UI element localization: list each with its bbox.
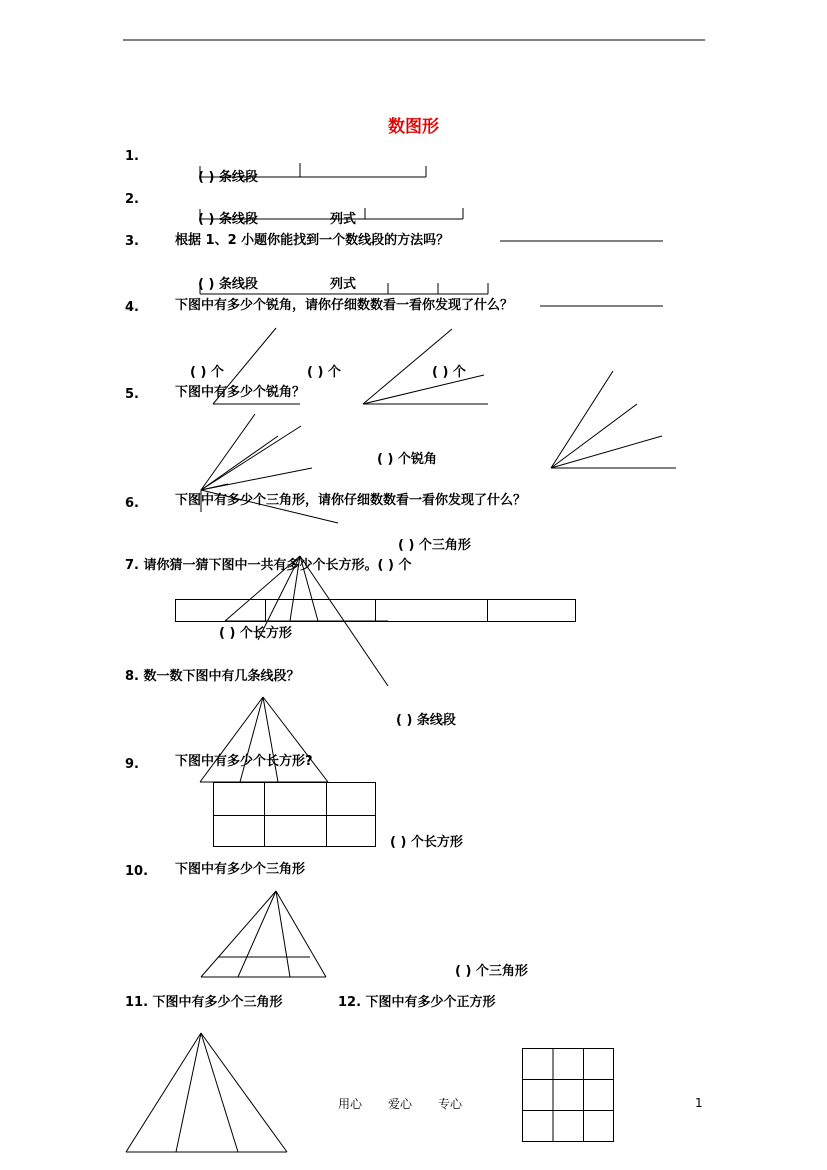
q4-number: 4. xyxy=(125,300,139,315)
q7-rectangle-strip xyxy=(176,599,576,622)
q12-text: 12. 下图中有多少个正方形 xyxy=(338,995,496,1010)
page-title: 数图形 xyxy=(388,117,439,137)
q2-formula: 列式 xyxy=(330,212,357,227)
q6-text: 下图中有多少个三角形，请你仔细数数看一看你发现了什么？ xyxy=(175,493,527,508)
q9-number: 9. xyxy=(125,757,139,772)
q8-answer: ( ) 条线段 xyxy=(396,713,456,728)
q2-number: 2. xyxy=(125,192,139,207)
page-number: 1 xyxy=(695,1096,703,1110)
q8-text: 8. 数一数下图中有几条线段？ xyxy=(125,669,300,684)
q2-answer: ( ) 条线段 xyxy=(198,212,258,227)
q4-answer-3: ( ) 个 xyxy=(432,365,466,380)
q3-text: 根据 1、2 小题你能找到一个数线段的方法吗？ xyxy=(175,233,450,248)
q7-text: 7. 请你猜一猜下图中一共有多少个长方形。( ) 个 xyxy=(125,558,412,573)
q5-number: 5. xyxy=(125,387,139,402)
footer-word-2: 爱心 xyxy=(388,1097,413,1111)
q12-square-grid xyxy=(522,1048,614,1142)
q1-number: 1. xyxy=(125,149,139,164)
q3-answer: ( ) 条线段 xyxy=(198,277,258,292)
q11-triangle-figure xyxy=(126,1033,287,1152)
q3-formula: 列式 xyxy=(330,277,357,292)
q5-text: 下图中有多少个锐角？ xyxy=(175,385,306,400)
q1-answer: ( ) 条线段 xyxy=(198,170,258,185)
q11-text: 11. 下图中有多少个三角形 xyxy=(125,995,283,1010)
q9-answer: ( ) 个长方形 xyxy=(390,835,463,850)
q3-segment-figure xyxy=(200,241,663,306)
footer-word-1: 用心 xyxy=(338,1097,363,1111)
q4-answer-1: ( ) 个 xyxy=(190,365,224,380)
q4-answer-2: ( ) 个 xyxy=(307,365,341,380)
q9-rectangle-grid xyxy=(213,782,376,847)
q5-answer: ( ) 个锐角 xyxy=(377,452,437,467)
q9-text: 下图中有多少个长方形? xyxy=(175,754,313,769)
footer-word-3: 专心 xyxy=(438,1097,463,1111)
q6-number: 6. xyxy=(125,496,139,511)
q6-answer: ( ) 个三角形 xyxy=(398,538,471,553)
q4-text: 下图中有多少个锐角，请你仔细数数看一看你发现了什么？ xyxy=(175,298,514,313)
q10-text: 下图中有多少个三角形 xyxy=(175,862,306,877)
q10-triangle-figure xyxy=(201,891,326,977)
q10-answer: ( ) 个三角形 xyxy=(455,964,528,979)
q3-number: 3. xyxy=(125,234,139,249)
q10-number: 10. xyxy=(125,864,149,879)
q7-answer: ( ) 个长方形 xyxy=(219,626,292,641)
